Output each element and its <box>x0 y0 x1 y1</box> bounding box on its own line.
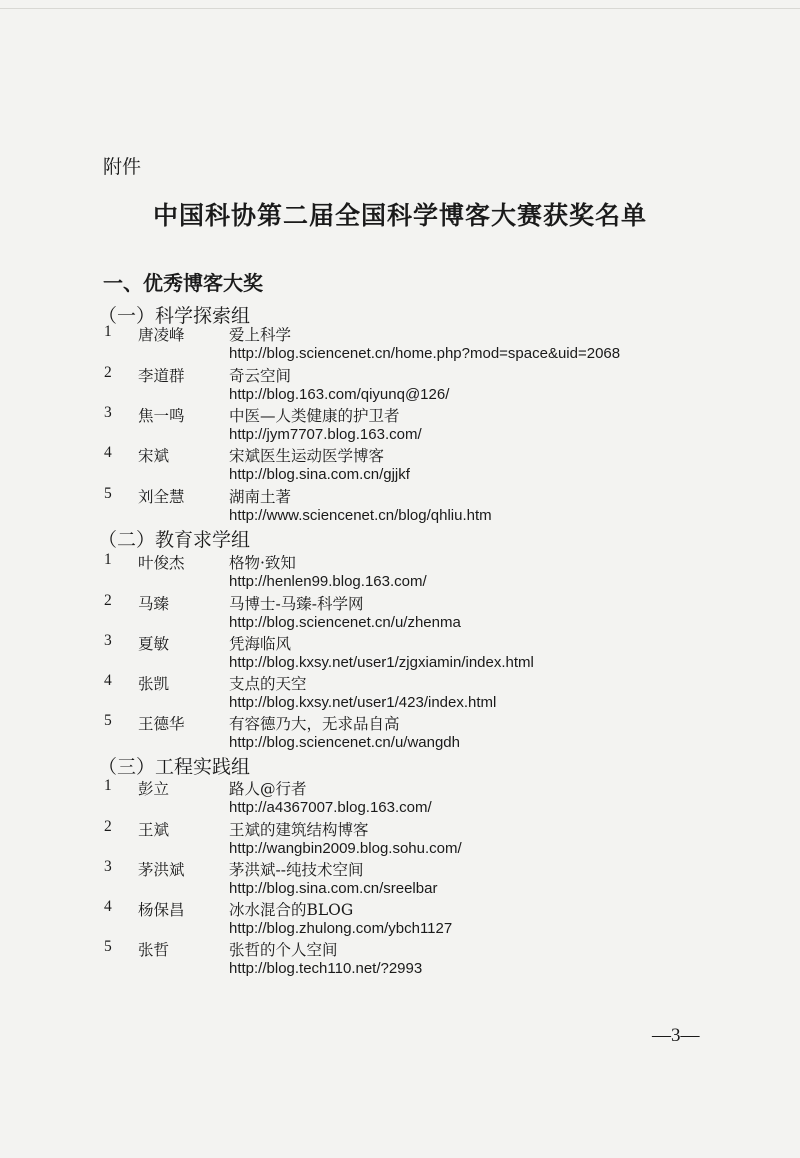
entry-blog-title: 王斌的建筑结构博客 <box>229 821 369 839</box>
entry-index: 4 <box>104 444 112 461</box>
list-item <box>0 632 800 676</box>
entry-blog-title: 冰水混合的BLOG <box>229 901 354 919</box>
entry-name: 马臻 <box>138 595 170 613</box>
list-item <box>0 551 800 595</box>
fold-line <box>0 8 800 9</box>
entry-index: 4 <box>104 898 112 915</box>
group-heading: （三）工程实践组 <box>98 756 251 778</box>
entry-blog-title: 有容德乃大，无求品自高 <box>229 715 400 733</box>
attachment-label: 附件 <box>103 156 142 178</box>
entry-url: http://henlen99.blog.163.com/ <box>229 573 427 590</box>
list-item <box>0 898 800 942</box>
entry-index: 1 <box>104 323 112 340</box>
document-title: 中国科协第二届全国科学博客大赛获奖名单 <box>152 201 647 230</box>
group-heading: （一）科学探索组 <box>98 305 251 327</box>
entry-blog-title: 张哲的个人空间 <box>229 941 338 959</box>
entry-url: http://blog.sciencenet.cn/u/wangdh <box>229 734 460 751</box>
entry-name: 张哲 <box>138 941 170 959</box>
entry-name: 彭立 <box>138 780 170 798</box>
entry-url: http://wangbin2009.blog.sohu.com/ <box>229 840 462 857</box>
entry-blog-title: 路人@行者 <box>229 780 307 798</box>
entry-blog-title: 凭海临风 <box>229 635 292 653</box>
entry-index: 5 <box>104 938 112 955</box>
entry-name: 李道群 <box>138 367 185 385</box>
entry-blog-title: 湖南土著 <box>229 488 292 506</box>
entry-name: 唐凌峰 <box>138 326 185 344</box>
list-item <box>0 818 800 862</box>
entry-blog-title: 爱上科学 <box>229 326 292 344</box>
entry-index: 4 <box>104 672 112 689</box>
entry-name: 张凯 <box>138 675 170 693</box>
page-number: —3— <box>652 1025 700 1046</box>
entry-blog-title: 马博士-马臻-科学网 <box>229 595 364 613</box>
entry-url: http://www.sciencenet.cn/blog/qhliu.htm <box>229 507 492 524</box>
entry-name: 王德华 <box>138 715 185 733</box>
entry-index: 2 <box>104 364 112 381</box>
entry-name: 夏敏 <box>138 635 170 653</box>
entry-index: 1 <box>104 551 112 568</box>
group-heading: （二）教育求学组 <box>98 529 251 551</box>
entry-index: 1 <box>104 777 112 794</box>
entry-index: 3 <box>104 858 112 875</box>
entry-name: 杨保昌 <box>138 901 185 919</box>
entry-name: 刘全慧 <box>138 488 185 506</box>
entry-name: 茅洪斌 <box>138 861 185 879</box>
entry-url: http://blog.zhulong.com/ybch1127 <box>229 920 453 937</box>
entry-url: http://blog.kxsy.net/user1/423/index.html <box>229 694 497 711</box>
entry-name: 宋斌 <box>138 447 170 465</box>
list-item <box>0 444 800 488</box>
section-heading: 一、优秀博客大奖 <box>103 271 263 295</box>
list-item <box>0 712 800 756</box>
entry-url: http://blog.sina.com.cn/gjjkf <box>229 466 410 483</box>
entry-url: http://blog.sciencenet.cn/u/zhenma <box>229 614 461 631</box>
list-item <box>0 672 800 716</box>
entry-index: 2 <box>104 818 112 835</box>
entry-name: 王斌 <box>138 821 170 839</box>
list-item <box>0 938 800 982</box>
entry-index: 5 <box>104 485 112 502</box>
list-item <box>0 858 800 902</box>
entry-index: 2 <box>104 592 112 609</box>
entry-url: http://jym7707.blog.163.com/ <box>229 426 422 443</box>
entry-blog-title: 宋斌医生运动医学博客 <box>229 447 385 465</box>
entry-blog-title: 茅洪斌--纯技术空间 <box>229 861 364 879</box>
entry-url: http://blog.kxsy.net/user1/zjgxiamin/index.html <box>229 654 534 671</box>
list-item <box>0 404 800 448</box>
entry-blog-title: 奇云空间 <box>229 367 292 385</box>
entry-blog-title: 支点的天空 <box>229 675 307 693</box>
entry-blog-title: 中医—人类健康的护卫者 <box>229 407 400 425</box>
entry-url: http://blog.sciencenet.cn/home.php?mod=space&uid=2068 <box>229 345 621 362</box>
entry-name: 焦一鸣 <box>138 407 185 425</box>
entry-index: 3 <box>104 404 112 421</box>
entry-name: 叶俊杰 <box>138 554 185 572</box>
entry-index: 3 <box>104 632 112 649</box>
entry-index: 5 <box>104 712 112 729</box>
list-item <box>0 323 800 367</box>
entry-url: http://blog.tech110.net/?2993 <box>229 960 423 977</box>
list-item <box>0 485 800 529</box>
entry-url: http://blog.sina.com.cn/sreelbar <box>229 880 438 897</box>
entry-url: http://blog.163.com/qiyunq@126/ <box>229 386 450 403</box>
list-item <box>0 364 800 408</box>
list-item <box>0 777 800 821</box>
list-item <box>0 592 800 636</box>
entry-blog-title: 格物·致知 <box>229 554 296 572</box>
entry-url: http://a4367007.blog.163.com/ <box>229 799 432 816</box>
